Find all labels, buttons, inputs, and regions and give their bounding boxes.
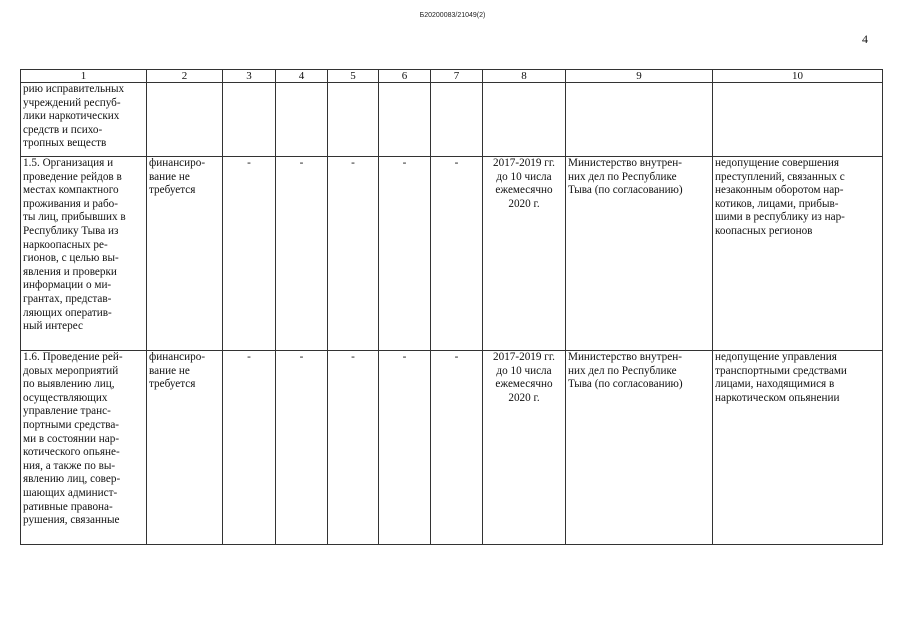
responsible-cell: [566, 83, 713, 157]
value-cell: [276, 83, 328, 157]
value-cell: [328, 83, 379, 157]
value-cell: -: [431, 351, 483, 545]
measure-cell: 1.6. Проведение рей- довых мероприятий по выявлению лиц, осуществляющих управление транс- портными средства- ми в состоянии нар- котического опьяне- ния, а также по вы- явлению лиц, совер- шающих админист- ративные правона- рушения, связанные: [21, 351, 147, 545]
column-header-row: [21, 70, 883, 83]
column-header: 5: [328, 70, 379, 83]
table-row: [21, 157, 883, 351]
responsible-cell: Министерство внутрен- них дел по Республике Тыва (по согласованию): [566, 351, 713, 545]
column-header: 4: [276, 70, 328, 83]
document-code: Б20200083/21049(2): [419, 12, 486, 19]
page-number: 4: [862, 32, 868, 46]
result-cell: [713, 83, 883, 157]
value-cell: -: [328, 157, 379, 351]
column-header: 8: [483, 70, 566, 83]
value-cell: -: [328, 351, 379, 545]
column-header: 1: [21, 70, 147, 83]
value-cell: [379, 83, 431, 157]
value-cell: -: [276, 351, 328, 545]
table-row: [21, 351, 883, 545]
measures-table: [20, 69, 883, 545]
value-cell: -: [431, 157, 483, 351]
funding-cell: финансиро- вание не требуется: [147, 157, 223, 351]
value-cell: -: [379, 351, 431, 545]
result-cell: недопущение управления транспортными средствами лицами, находящимися в наркотическом опьянении: [713, 351, 883, 545]
value-cell: [431, 83, 483, 157]
responsible-cell: Министерство внутрен- них дел по Республике Тыва (по согласованию): [566, 157, 713, 351]
deadline-cell: [483, 83, 566, 157]
value-cell: [223, 83, 276, 157]
table-row: [21, 83, 883, 157]
value-cell: -: [276, 157, 328, 351]
result-cell: недопущение совершения преступлений, связанных с незаконным оборотом нар- котиков, лицами, прибыв- шими в республику из нар- коопасных регионов: [713, 157, 883, 351]
column-header: 2: [147, 70, 223, 83]
column-header: 9: [566, 70, 713, 83]
value-cell: -: [379, 157, 431, 351]
column-header: 3: [223, 70, 276, 83]
measure-cell: рию исправительных учреждений респуб- лики наркотических средств и психо- тропных веществ: [21, 83, 147, 157]
value-cell: -: [223, 351, 276, 545]
deadline-cell: 2017-2019 гг. до 10 числа ежемесячно 2020 г.: [483, 351, 566, 545]
column-header: 7: [431, 70, 483, 83]
deadline-cell: 2017-2019 гг. до 10 числа ежемесячно 2020 г.: [483, 157, 566, 351]
value-cell: -: [223, 157, 276, 351]
column-header: 10: [713, 70, 883, 83]
column-header: 6: [379, 70, 431, 83]
measure-cell: 1.5. Организация и проведение рейдов в местах компактного проживания и рабо- ты лиц, прибывших в Республику Тыва из наркоопасных ре- гионов, с целью вы- явления и проверки информации о ми- грантах, представ- ляющих оператив- ный интерес: [21, 157, 147, 351]
funding-cell: [147, 83, 223, 157]
funding-cell: финансиро- вание не требуется: [147, 351, 223, 545]
